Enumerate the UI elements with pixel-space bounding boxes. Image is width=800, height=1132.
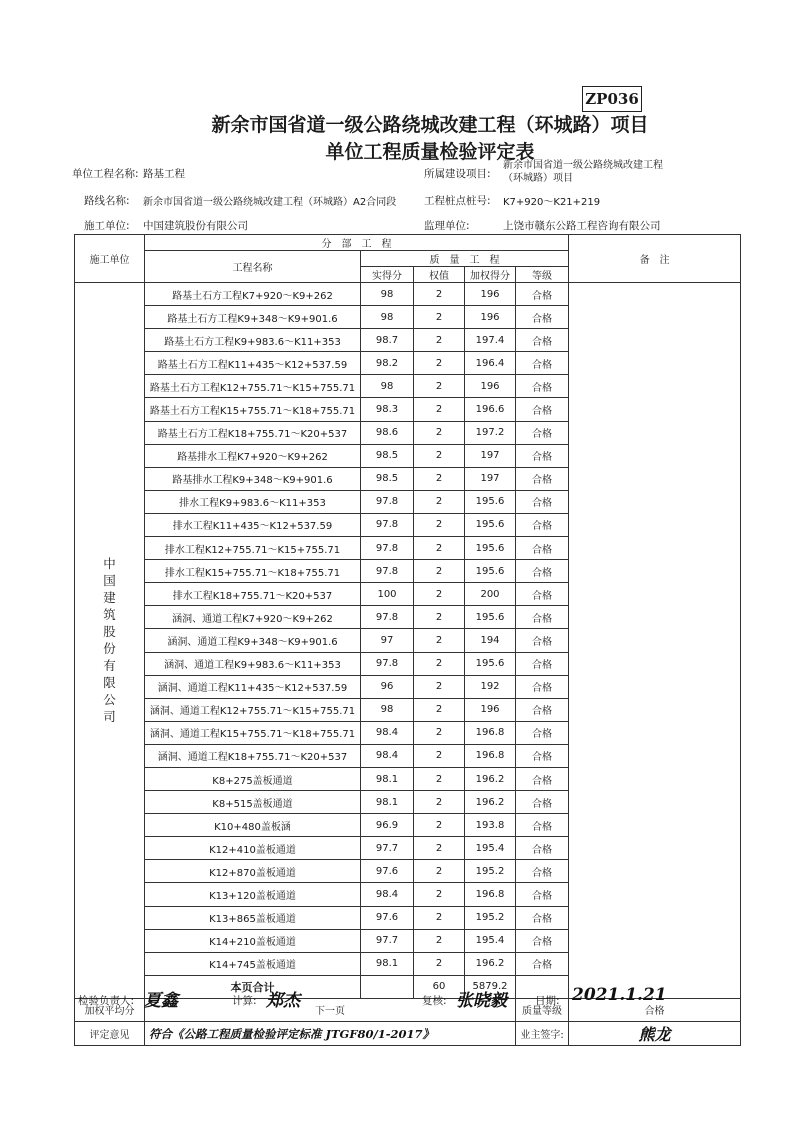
quality-grade-value: 合格	[569, 998, 741, 1021]
header-remark: 备 注	[569, 235, 741, 283]
subproject-name: K10+480盖板涵	[145, 814, 361, 837]
director-label: 业主签字:	[516, 1022, 569, 1046]
review-label: 复核:	[422, 995, 447, 1007]
route-value: 新余市国省道一级公路绕城改建工程（环城路）A2合同段	[143, 197, 397, 208]
subproject-name: 涵洞、通道工程K9+983.6～K11+353	[145, 652, 361, 675]
grade-cell: 合格	[516, 767, 569, 790]
score-cell: 98	[361, 375, 414, 398]
calc-signature: 郑杰	[266, 991, 300, 1011]
weighted-cell: 196	[465, 375, 516, 398]
weight-cell: 2	[414, 698, 465, 721]
grade-cell: 合格	[516, 675, 569, 698]
weight-cell: 2	[414, 375, 465, 398]
score-cell: 98.4	[361, 721, 414, 744]
weight-cell: 2	[414, 444, 465, 467]
inspector-signature: 夏鑫	[144, 991, 178, 1011]
grade-cell: 合格	[516, 467, 569, 490]
contractor-char: 建	[103, 590, 116, 606]
subproject-name: 排水工程K18+755.71～K20+537	[145, 583, 361, 606]
score-cell: 97.7	[361, 929, 414, 952]
header-quality: 质 量 工 程	[361, 251, 569, 267]
quality-grade-label: 质量等级	[516, 998, 569, 1021]
opinion-row	[75, 1022, 741, 1046]
weight-cell: 2	[414, 837, 465, 860]
score-cell: 98	[361, 283, 414, 306]
header-score: 实得分	[361, 267, 414, 283]
score-cell: 96	[361, 675, 414, 698]
contractor-vertical	[75, 283, 145, 999]
header-weighted: 加权得分	[465, 267, 516, 283]
score-cell: 98.1	[361, 952, 414, 975]
weight-cell: 2	[414, 860, 465, 883]
weighted-cell: 195.6	[465, 513, 516, 536]
station-label: 工程桩点桩号:	[424, 195, 491, 207]
header-subproject: 分 部 工 程	[145, 235, 569, 251]
weighted-cell: 196	[465, 306, 516, 329]
score-cell: 97.8	[361, 560, 414, 583]
weighted-cell: 194	[465, 629, 516, 652]
weight-cell: 2	[414, 814, 465, 837]
subproject-name: K8+275盖板通道	[145, 767, 361, 790]
score-cell: 97.8	[361, 652, 414, 675]
subproject-name: 排水工程K12+755.71～K15+755.71	[145, 537, 361, 560]
weighted-cell: 195.4	[465, 929, 516, 952]
supervisor-value: 上饶市赣东公路工程咨询有限公司	[503, 220, 661, 232]
grade-cell: 合格	[516, 537, 569, 560]
weighted-cell: 196	[465, 698, 516, 721]
grade-cell: 合格	[516, 791, 569, 814]
score-cell: 97.8	[361, 537, 414, 560]
subproject-name: 涵洞、通道工程K11+435～K12+537.59	[145, 675, 361, 698]
page-title: 新余市国省道一级公路绕城改建工程（环城路）项目	[211, 114, 649, 136]
weight-cell: 2	[414, 398, 465, 421]
subproject-name: 涵洞、通道工程K9+348～K9+901.6	[145, 629, 361, 652]
weighted-cell: 196.2	[465, 791, 516, 814]
weighted-cell: 196.8	[465, 721, 516, 744]
subproject-name: 涵洞、通道工程K18+755.71～K20+537	[145, 744, 361, 767]
grade-cell: 合格	[516, 421, 569, 444]
score-cell: 98.5	[361, 444, 414, 467]
grade-cell: 合格	[516, 306, 569, 329]
avg-label: 加权平均分	[75, 998, 145, 1021]
page-subtitle: 单位工程质量检验评定表	[325, 141, 535, 163]
grade-cell: 合格	[516, 837, 569, 860]
subproject-name: 涵洞、通道工程K15+755.71～K18+755.71	[145, 721, 361, 744]
unit-project-value: 路基工程	[143, 168, 185, 180]
score-cell: 97.8	[361, 606, 414, 629]
quality-table	[74, 234, 741, 1046]
weighted-cell: 195.6	[465, 652, 516, 675]
grade-cell: 合格	[516, 883, 569, 906]
total-weight: 60	[414, 975, 465, 998]
weighted-cell: 197	[465, 467, 516, 490]
subproject-name: 排水工程K15+755.71～K18+755.71	[145, 560, 361, 583]
contractor-char: 份	[103, 641, 116, 657]
weight-cell: 2	[414, 883, 465, 906]
subproject-name: 路基土石方工程K12+755.71～K15+755.71	[145, 375, 361, 398]
weight-cell: 2	[414, 675, 465, 698]
weighted-cell: 200	[465, 583, 516, 606]
weight-cell: 2	[414, 283, 465, 306]
weighted-cell: 196	[465, 283, 516, 306]
date-value: 2021.1.21	[572, 985, 667, 1005]
weight-cell: 2	[414, 467, 465, 490]
weight-cell: 2	[414, 629, 465, 652]
review-signature: 张晓毅	[456, 991, 507, 1011]
grade-cell: 合格	[516, 583, 569, 606]
subproject-name: K13+865盖板通道	[145, 906, 361, 929]
score-cell: 97.7	[361, 837, 414, 860]
score-cell: 97.6	[361, 860, 414, 883]
weighted-cell: 195.6	[465, 537, 516, 560]
next-page: 下一页	[145, 998, 516, 1021]
supervisor-label: 监理单位:	[424, 220, 470, 232]
subproject-name: 涵洞、通道工程K12+755.71～K15+755.71	[145, 698, 361, 721]
director-signature: 熊龙	[569, 1022, 741, 1046]
weighted-cell: 195.4	[465, 837, 516, 860]
weight-cell: 2	[414, 767, 465, 790]
weight-cell: 2	[414, 490, 465, 513]
route-label: 路线名称:	[84, 195, 130, 207]
belong-project-label: 所属建设项目:	[424, 168, 491, 180]
weighted-cell: 196.2	[465, 767, 516, 790]
weighted-cell: 195.6	[465, 560, 516, 583]
score-cell: 98.5	[361, 467, 414, 490]
grade-cell: 合格	[516, 560, 569, 583]
grade-cell: 合格	[516, 283, 569, 306]
station-value: K7+920～K21+219	[503, 197, 601, 208]
grade-cell: 合格	[516, 906, 569, 929]
subproject-name: 路基排水工程K9+348～K9+901.6	[145, 467, 361, 490]
grade-cell: 合格	[516, 352, 569, 375]
weight-cell: 2	[414, 329, 465, 352]
contractor-char: 限	[103, 675, 116, 691]
subproject-name: K8+515盖板通道	[145, 791, 361, 814]
weight-cell: 2	[414, 721, 465, 744]
grade-cell: 合格	[516, 490, 569, 513]
score-cell: 98.6	[361, 421, 414, 444]
score-cell: 97.8	[361, 513, 414, 536]
grade-cell: 合格	[516, 329, 569, 352]
table-row	[75, 283, 741, 306]
subproject-name: K14+210盖板通道	[145, 929, 361, 952]
score-cell: 97	[361, 629, 414, 652]
date-label: 日期:	[535, 995, 560, 1007]
contractor-char: 筑	[103, 607, 116, 623]
form-code: ZP036	[582, 86, 642, 112]
weight-cell: 2	[414, 929, 465, 952]
header-grade: 等级	[516, 267, 569, 283]
score-cell: 97.8	[361, 490, 414, 513]
subproject-name: 路基排水工程K7+920～K9+262	[145, 444, 361, 467]
score-cell: 98.3	[361, 398, 414, 421]
grade-cell: 合格	[516, 929, 569, 952]
weighted-cell: 195.6	[465, 490, 516, 513]
grade-cell: 合格	[516, 860, 569, 883]
subproject-name: 涵洞、通道工程K7+920～K9+262	[145, 606, 361, 629]
score-cell: 98	[361, 698, 414, 721]
weighted-cell: 195.2	[465, 906, 516, 929]
score-cell: 98	[361, 306, 414, 329]
total-score	[361, 975, 414, 998]
contractor-char: 公	[103, 692, 116, 708]
subproject-name: K12+410盖板通道	[145, 837, 361, 860]
belong-project-value: 新余市国省道一级公路绕城改建工程（环城路）项目	[503, 160, 663, 184]
grade-cell: 合格	[516, 652, 569, 675]
grade-cell: 合格	[516, 952, 569, 975]
score-cell: 98.1	[361, 791, 414, 814]
score-cell: 98.1	[361, 767, 414, 790]
score-cell: 97.6	[361, 906, 414, 929]
score-cell: 96.9	[361, 814, 414, 837]
grade-cell: 合格	[516, 513, 569, 536]
contractor-char: 有	[103, 658, 116, 674]
weighted-cell: 196.6	[465, 398, 516, 421]
weight-cell: 2	[414, 560, 465, 583]
contractor-char: 中	[103, 556, 116, 572]
weighted-cell: 197	[465, 444, 516, 467]
opinion-label: 评定意见	[75, 1022, 145, 1046]
grade-cell: 合格	[516, 398, 569, 421]
opinion-value: 符合《公路工程质量检验评定标准 JTGF80/1-2017》	[145, 1022, 516, 1046]
weight-cell: 2	[414, 352, 465, 375]
grade-cell: 合格	[516, 606, 569, 629]
subproject-name: K12+870盖板通道	[145, 860, 361, 883]
contractor-label: 施工单位:	[84, 220, 130, 232]
weight-cell: 2	[414, 421, 465, 444]
header-construction-unit: 施工单位	[75, 235, 145, 283]
header-name: 工程名称	[145, 251, 361, 283]
grade-cell: 合格	[516, 444, 569, 467]
grade-cell: 合格	[516, 629, 569, 652]
subproject-name: 路基土石方工程K11+435～K12+537.59	[145, 352, 361, 375]
weight-cell: 2	[414, 952, 465, 975]
weight-cell: 2	[414, 306, 465, 329]
grade-cell: 合格	[516, 698, 569, 721]
weight-cell: 2	[414, 513, 465, 536]
weighted-cell: 196.8	[465, 744, 516, 767]
grade-cell: 合格	[516, 814, 569, 837]
grade-cell: 合格	[516, 721, 569, 744]
weight-cell: 2	[414, 537, 465, 560]
weighted-cell: 195.6	[465, 606, 516, 629]
subproject-name: 路基土石方工程K9+348～K9+901.6	[145, 306, 361, 329]
weighted-cell: 196.2	[465, 952, 516, 975]
score-cell: 98.4	[361, 744, 414, 767]
weighted-cell: 192	[465, 675, 516, 698]
remark-cell	[569, 283, 741, 999]
subproject-name: 路基土石方工程K7+920～K9+262	[145, 283, 361, 306]
score-cell: 98.7	[361, 329, 414, 352]
weight-cell: 2	[414, 906, 465, 929]
weight-cell: 2	[414, 583, 465, 606]
weight-cell: 2	[414, 606, 465, 629]
weighted-cell: 196.8	[465, 883, 516, 906]
calc-label: 计算:	[232, 995, 257, 1007]
weight-cell: 2	[414, 791, 465, 814]
subproject-name: 排水工程K9+983.6～K11+353	[145, 490, 361, 513]
grade-cell: 合格	[516, 375, 569, 398]
score-cell: 98.4	[361, 883, 414, 906]
weighted-cell: 195.2	[465, 860, 516, 883]
contractor-value: 中国建筑股份有限公司	[143, 220, 248, 232]
contractor-char: 国	[103, 573, 116, 589]
grade-cell: 合格	[516, 744, 569, 767]
unit-project-label: 单位工程名称:	[72, 168, 139, 180]
weighted-cell: 196.4	[465, 352, 516, 375]
subproject-name: 路基土石方工程K15+755.71～K18+755.71	[145, 398, 361, 421]
contractor-char: 司	[103, 709, 116, 725]
score-cell: 98.2	[361, 352, 414, 375]
subproject-name: 路基土石方工程K9+983.6～K11+353	[145, 329, 361, 352]
weight-cell: 2	[414, 744, 465, 767]
weight-cell: 2	[414, 652, 465, 675]
contractor-char: 股	[103, 624, 116, 640]
subproject-name: 排水工程K11+435～K12+537.59	[145, 513, 361, 536]
total-label: 本页合计	[145, 975, 361, 998]
weighted-cell: 197.4	[465, 329, 516, 352]
subproject-name: 路基土石方工程K18+755.71～K20+537	[145, 421, 361, 444]
total-weighted: 5879.2	[465, 975, 516, 998]
header-weight: 权值	[414, 267, 465, 283]
weighted-cell: 193.8	[465, 814, 516, 837]
subproject-name: K14+745盖板通道	[145, 952, 361, 975]
weighted-cell: 197.2	[465, 421, 516, 444]
score-cell: 100	[361, 583, 414, 606]
subproject-name: K13+120盖板通道	[145, 883, 361, 906]
inspector-label: 检验负责人:	[78, 995, 135, 1007]
